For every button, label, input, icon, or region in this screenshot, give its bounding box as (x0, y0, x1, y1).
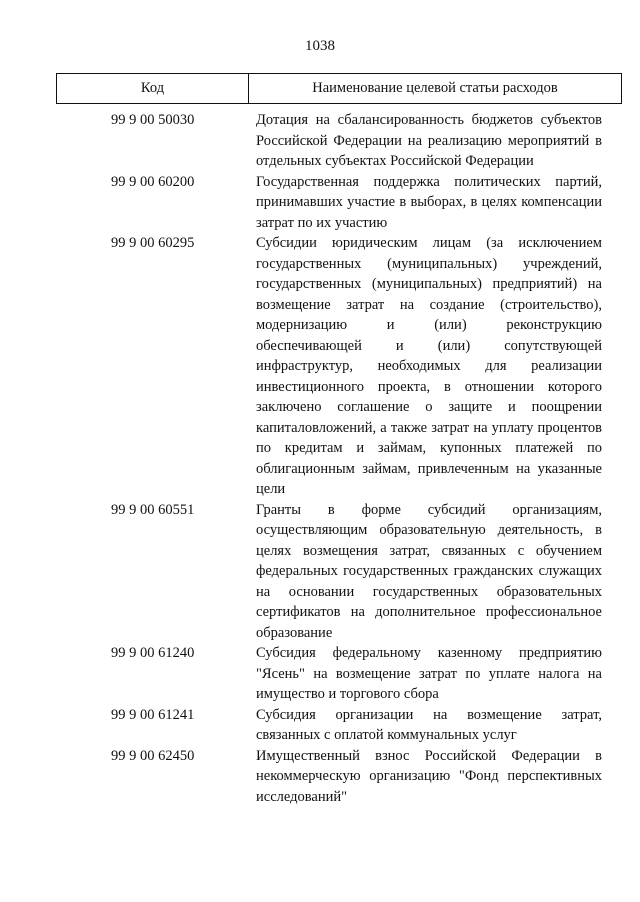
row-code: 99 9 00 60200 (111, 173, 195, 190)
table-row (56, 233, 622, 500)
row-code: 99 9 00 62450 (111, 747, 195, 764)
row-description: Субсидия организации на возмещение затрат, связанных с оплатой коммунальных услуг (256, 706, 602, 743)
page-number: 1038 (305, 38, 335, 54)
table-body (56, 110, 622, 807)
row-description: Субсидии юридическим лицам (за исключением государственных (муниципальных) учреждений, государственных (муниципальных) предприятий) на возмещение затрат на создание (строительство), модернизацию и (или) реконструкцию обеспечивающей и (или) сопутствующей инфраструктур, необходимых для реализации инвестиционного проекта, в отношении которого заключено соглашение о защите и поощрении капиталовложений, а также затрат на уплату процентов по кредитам и займам, купонных платежей по облигационным займам, привлеченным на указанные цели (256, 235, 602, 497)
row-description: Государственная поддержка политических партий, принимавших участие в выборах, в целях компенсации затрат по их участию (256, 173, 602, 231)
header-name: Наименование целевой статьи расходов (312, 80, 558, 96)
table-row (56, 172, 622, 234)
table-row (56, 500, 622, 644)
row-description: Имущественный взнос Российской Федерации в некоммерческую организацию "Фонд перспективных исследований" (256, 747, 602, 805)
table-row (56, 705, 622, 746)
row-code: 99 9 00 61241 (111, 706, 195, 723)
row-description: Дотация на сбалансированность бюджетов субъектов Российской Федерации на реализацию мероприятий в отдельных субъектах Российской Федерации (256, 112, 602, 169)
row-description: Гранты в форме субсидий организациям, осуществляющим образовательную деятельность, в целях возмещения затрат, связанных с обучением федеральных государственных гражданских служащих на основании государственных образовательных сертификатов на дополнительное профессиональное образование (256, 501, 602, 641)
row-code: 99 9 00 60295 (111, 235, 195, 251)
row-code: 99 9 00 61240 (111, 645, 195, 661)
table-row (56, 110, 622, 172)
header-code: Код (57, 74, 249, 103)
expense-items-table (56, 73, 622, 807)
table-row (56, 746, 622, 808)
row-description: Субсидия федеральному казенному предприятию "Ясень" на возмещение затрат по уплате налога на имущество и торгового сбора (256, 645, 602, 702)
row-code: 99 9 00 50030 (111, 112, 195, 128)
row-code: 99 9 00 60551 (111, 501, 195, 518)
table-header (56, 73, 622, 104)
table-row (56, 643, 622, 705)
